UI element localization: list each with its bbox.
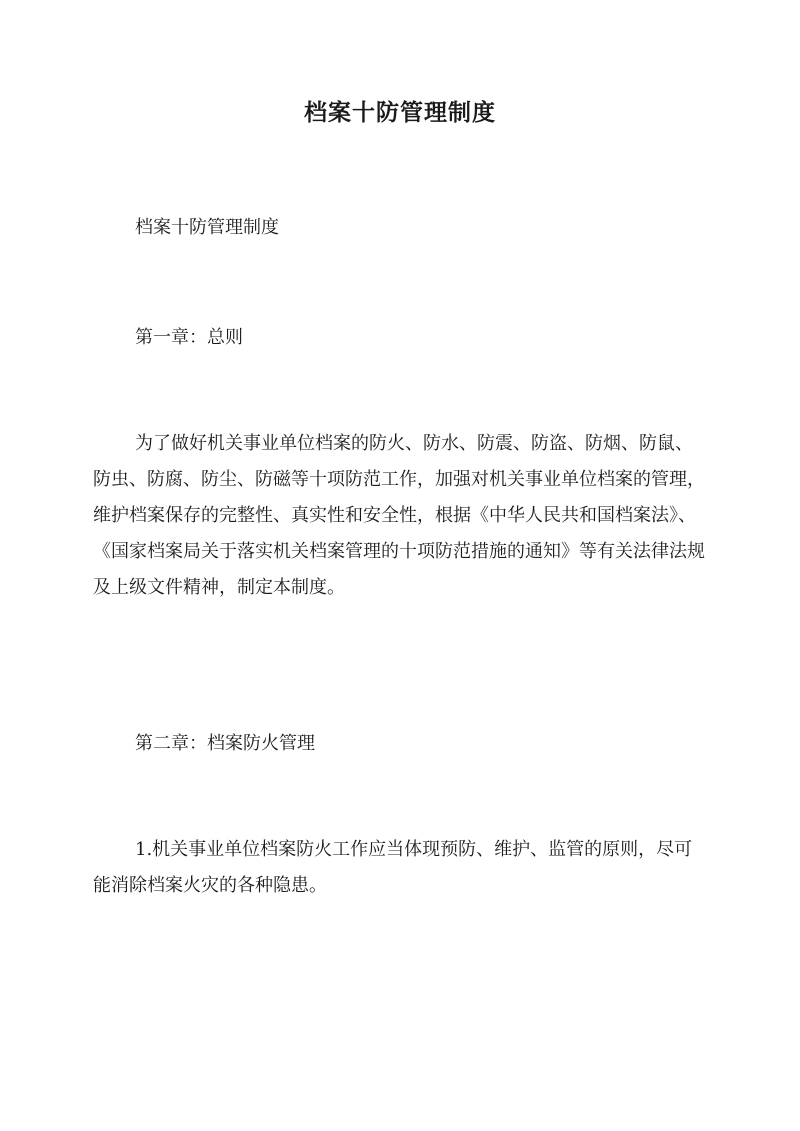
chapter-1-body: 为了做好机关事业单位档案的防火、防水、防震、防盗、防烟、防鼠、防虫、防腐、防尘、防磁等十项防范工作，加强对机关事业单位档案的管理，维护档案保存的完整性、真实性和安全性，根据《中华人民共和国档案法》、《国家档案局关于落实机关档案管理的十项防范措施的通知》等有关法律法规及上级文件精神，制定本制度。	[93, 433, 705, 598]
document-title: 档案十防管理制度	[304, 99, 496, 126]
chapter-2-heading: 第二章：档案防火管理	[135, 733, 315, 754]
chapter-2-item-1: 1.机关事业单位档案防火工作应当体现预防、维护、监管的原则，尽可能消除档案火灾的各种隐患。	[93, 839, 693, 896]
document-subtitle: 档案十防管理制度	[135, 217, 279, 238]
chapter-1-heading: 第一章：总则	[135, 327, 243, 348]
